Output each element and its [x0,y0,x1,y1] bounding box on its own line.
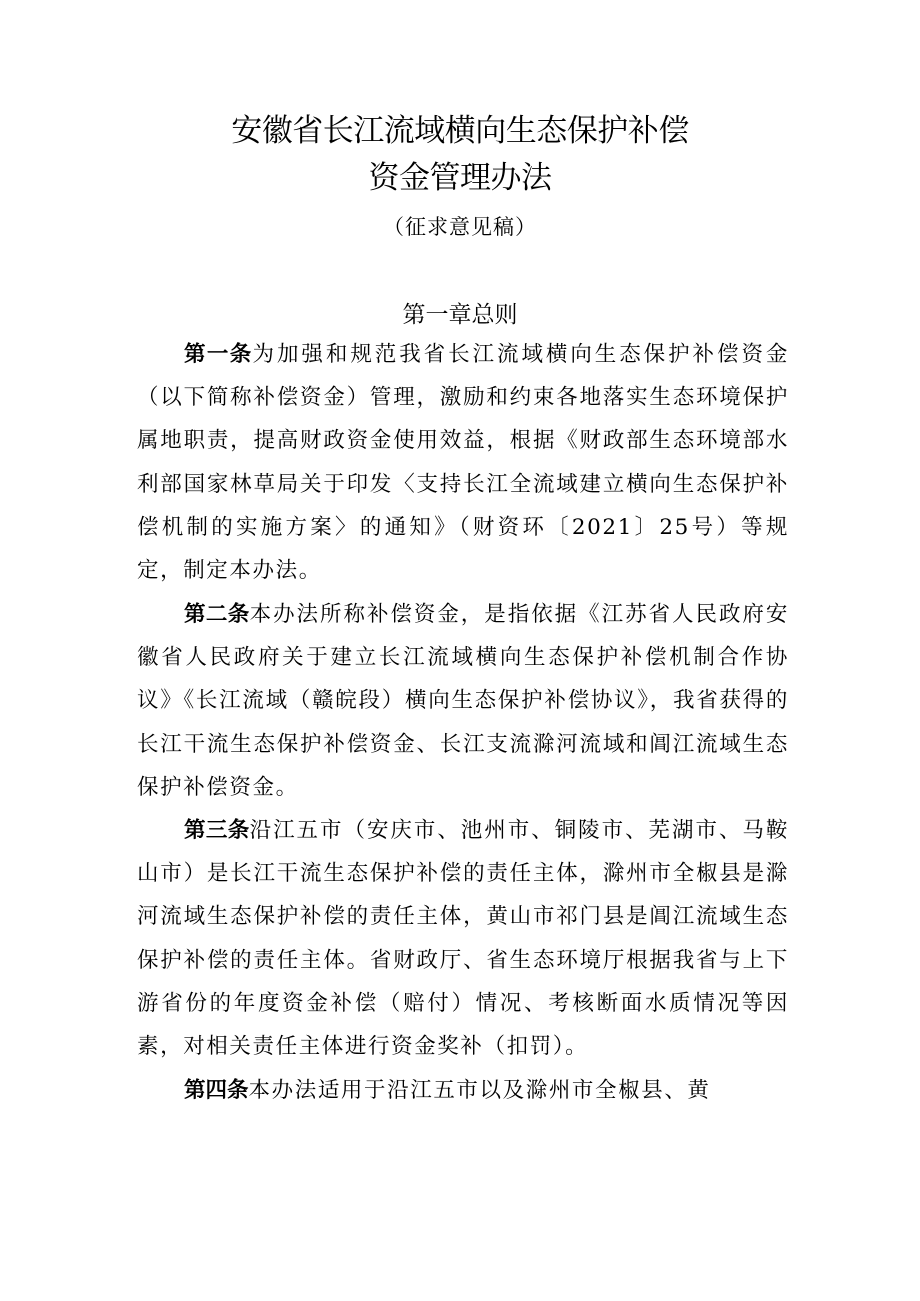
article-4 [137,1069,789,1112]
chapter-heading: 第一章总则 [402,302,518,328]
article-4-text: 本办法适用于沿江五市以及滁州市全椒县、黄 [248,1078,711,1103]
article-4-number: 第四条 [184,1078,249,1103]
article-1-text: 为加强和规范我省长江流域横向生态保护补偿资金（以下简称补偿资金）管理，激励和约束各地落实生态环境保护属地职责，提高财政资金使用效益，根据《财政部生态环境部水利部国家林草局关于印发〈支持长江全流域建立横向生态保护补偿机制的实施方案〉的通知》（财资环〔2021〕25号）等规定，制定本办法。 [137,342,789,584]
document-subtitle: （征求意见稿） [383,215,537,239]
article-2-text: 本办法所称补偿资金，是指依据《江苏省人民政府安徽省人民政府关于建立长江流域横向生态保护补偿机制合作协议》《长江流域（赣皖段）横向生态保护补偿协议》，我省获得的长江干流生态保护补偿资金、长江支流滁河流域和阊江流域生态保护补偿资金。 [137,602,789,800]
article-1 [137,333,789,592]
document-title-line-2: 资金管理办法 [368,160,552,196]
article-3-text: 沿江五市（安庆市、池州市、铜陵市、芜湖市、马鞍山市）是长江干流生态保护补偿的责任主体，滁州市全椒县是滁河流域生态保护补偿的责任主体，黄山市祁门县是阊江流域生态保护补偿的责任主体。省财政厅、省生态环境厅根据我省与上下游省份的年度资金补偿（赔付）情况、考核断面水质情况等因素，对相关责任主体进行资金奖补（扣罚）。 [137,818,789,1060]
article-2 [137,593,789,809]
document-title-line-1: 安徽省长江流域横向生态保护补偿 [231,113,689,149]
article-2-number: 第二条 [184,602,250,627]
article-3 [137,809,789,1068]
article-3-number: 第三条 [184,818,250,843]
article-1-number: 第一条 [184,342,253,367]
